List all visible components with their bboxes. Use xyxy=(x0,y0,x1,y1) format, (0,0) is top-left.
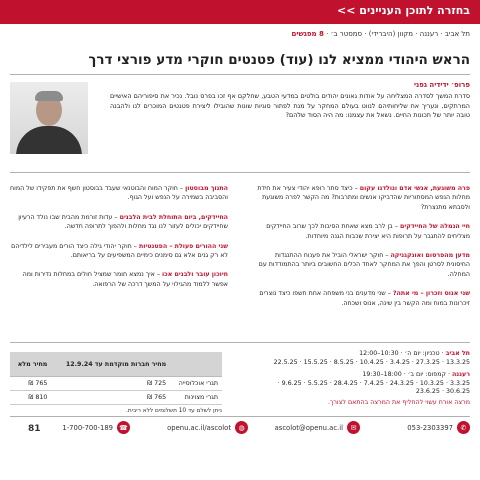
schedule-note: מרצה אורח עשוי להחליף את המרצה בהתאם לצורך. xyxy=(327,398,470,406)
phone-number: 1-700-700-189 xyxy=(62,423,113,432)
page-number: 81 xyxy=(28,424,41,434)
website-url: openu.ac.il/ascolot xyxy=(167,423,231,432)
footer xyxy=(0,418,480,440)
payment-note: ניתן לשלם עד 10 תשלומים ללא ריבית. xyxy=(126,408,222,414)
price-row-label-header xyxy=(170,352,222,377)
lecture-item: חיוכון עובר ולבנים אכו – איך נמצא חומר שמציל חולים במחלות נדירות ומה אפשר ללמוד מהגילוי על המשך דרכה של הרפואה. xyxy=(22,271,228,288)
full-price-header: מחיר מלא xyxy=(10,352,51,377)
full-price: 810 ₪ xyxy=(10,391,51,405)
globe-icon: ◍ xyxy=(235,421,248,434)
page-title: הראש היהודי ממציא לנו (עוד) פטנטים חוקרי מדע פורצי דרך xyxy=(88,52,470,68)
footer-divider xyxy=(10,416,470,417)
schedule-entry: תל אביב · טכניון: יום ה׳ · 10:30–12:00 xyxy=(359,350,470,357)
price-table xyxy=(10,352,222,405)
schedule-dates: 13.3.25 · 27.3.25 · 3.4.25 · 10.4.25 · 8.5.25 · 15.5.25 · 22.5.25 xyxy=(273,358,470,366)
email-icon: ✉ xyxy=(347,421,360,434)
lecture-item: פרה משוגעת, אנשי אדם ונולדנו עקום – כיצד סתר רופא יהודי צעיר את חידת מחלות הנפש המסתוריות שהדביקו אנשים ומתרבות? מה הקשר לפרה משוגעת ולסבתא מתנצרת? xyxy=(257,185,470,211)
price-row-label: תגרי אוכלוסייה xyxy=(170,377,222,391)
price-table-header xyxy=(10,352,222,377)
breadcrumb-locations: תל אביב · רעננה · מקוון (היברידי) · סמסטר ב׳ · xyxy=(326,30,470,38)
email-address: ascolot@openu.ac.il xyxy=(274,423,343,432)
title-divider xyxy=(10,74,470,75)
price-row-label: תגרי מצוינות xyxy=(170,391,222,405)
schedule-dates: 3.3.25 · 10.3.25 · 24.3.25 · 7.4.25 · 28.4.25 · 5.5.25 · 9.6.25 · 30.6.25 · 23.6.25 xyxy=(277,379,470,396)
course-intro: סדרת המשך לסדרה המצליחה על אודות גאונים יהודים בולטים במדעי הטבע, שחלקם אף זכו בפרס נובל. נכיר את סיפוריהם האישיים המרתקים, ונעריך את שליחותיהם לנווט בעולם המחקר על מנת לפתור סוגיות שונות שהובילו ליצירת פטנטים המוכרים לנו ולהבנה טובה יותר של תכונות החיים. נשאל את עצמנו: מה היה הסוד שלהם? xyxy=(110,92,470,120)
top-banner xyxy=(0,0,480,24)
lecturer-photo xyxy=(10,82,88,154)
early-price: 765 ₪ xyxy=(51,391,170,405)
website-contact[interactable] xyxy=(167,421,248,434)
table-row xyxy=(10,391,222,405)
lectures-left-column xyxy=(10,184,228,299)
full-price: 765 ₪ xyxy=(10,377,51,391)
phone-icon: ☎ xyxy=(117,421,130,434)
section-divider xyxy=(10,172,470,173)
lecture-item: החיידקים, ביום התוחלת לבית הלבנים – עדות זורמת מהבית שבו נולד הרעיון שחיידקים יכולים לעזור לנו נגד מחלות ולהפוך לתרופה חדשה. xyxy=(18,213,228,231)
schedule-divider xyxy=(10,342,470,343)
schedule-block xyxy=(252,350,470,408)
lecturer-name: פרופ׳ ידידיה גפני xyxy=(414,81,470,89)
phone-contact[interactable] xyxy=(62,421,130,434)
early-price-header: מחיר חברות מוקדמת עד 12.9.24 xyxy=(51,352,170,377)
early-price: 725 ₪ xyxy=(51,377,170,391)
schedule-entry: רעננה · קמפוס: יום ב׳ · 18:00–19:30 xyxy=(362,371,470,379)
lecture-item: שני ההורים פעולת – הפטנטיות – חוקר יהודי גילה כיצד הורים מעבירים לילדיהם לא רק גנים אלא גם סימנים כימיים המשפיעים על בריאותם. xyxy=(11,242,228,260)
email-contact[interactable] xyxy=(275,421,360,434)
lecture-item: חיי הנמלה של החיידקים – בן לרב מצא שאחת הסיבות לכך שרוב החיידקים מצליחים להתגבר על תרופות היא יצירת שכבות הגנה מיוחדות. xyxy=(266,223,470,240)
lecture-item: התנוך מבוסטון – חוקר המוח והבוטנאי שעבד בבוסטון חשף את תפקידו של המוח והסביבה בשמירה על הנפש ועל הגוף. xyxy=(10,185,228,202)
whatsapp-contact[interactable] xyxy=(407,421,470,434)
whatsapp-number: 053-2303397 xyxy=(407,423,453,432)
lecture-item: שני אנוס וזכרון – מי אתה? – שני מדענים בני משפחה אחת חשפו כיצד נוצרים זיכרונות במוח ומה הקשר בין שינה, אנוס ושכחה. xyxy=(259,290,470,307)
lectures-right-column xyxy=(252,184,470,318)
breadcrumb xyxy=(292,30,470,38)
meetings-count: 8 מפגשים xyxy=(291,30,324,38)
back-to-contents-link[interactable]: בחזרה לתוכן העניינים >> xyxy=(337,4,470,17)
whatsapp-icon: ✆ xyxy=(457,421,470,434)
table-row xyxy=(10,377,222,391)
lecture-item: מדען מהפרסום ואונקגניקה – חוקר ישראלי הוביל את פענוח ההתנגדות החיסונית לסרטן והפך את המחקר לאחד הכלים החשובים ביותר בהתמודדות עם המחלה. xyxy=(258,252,470,278)
